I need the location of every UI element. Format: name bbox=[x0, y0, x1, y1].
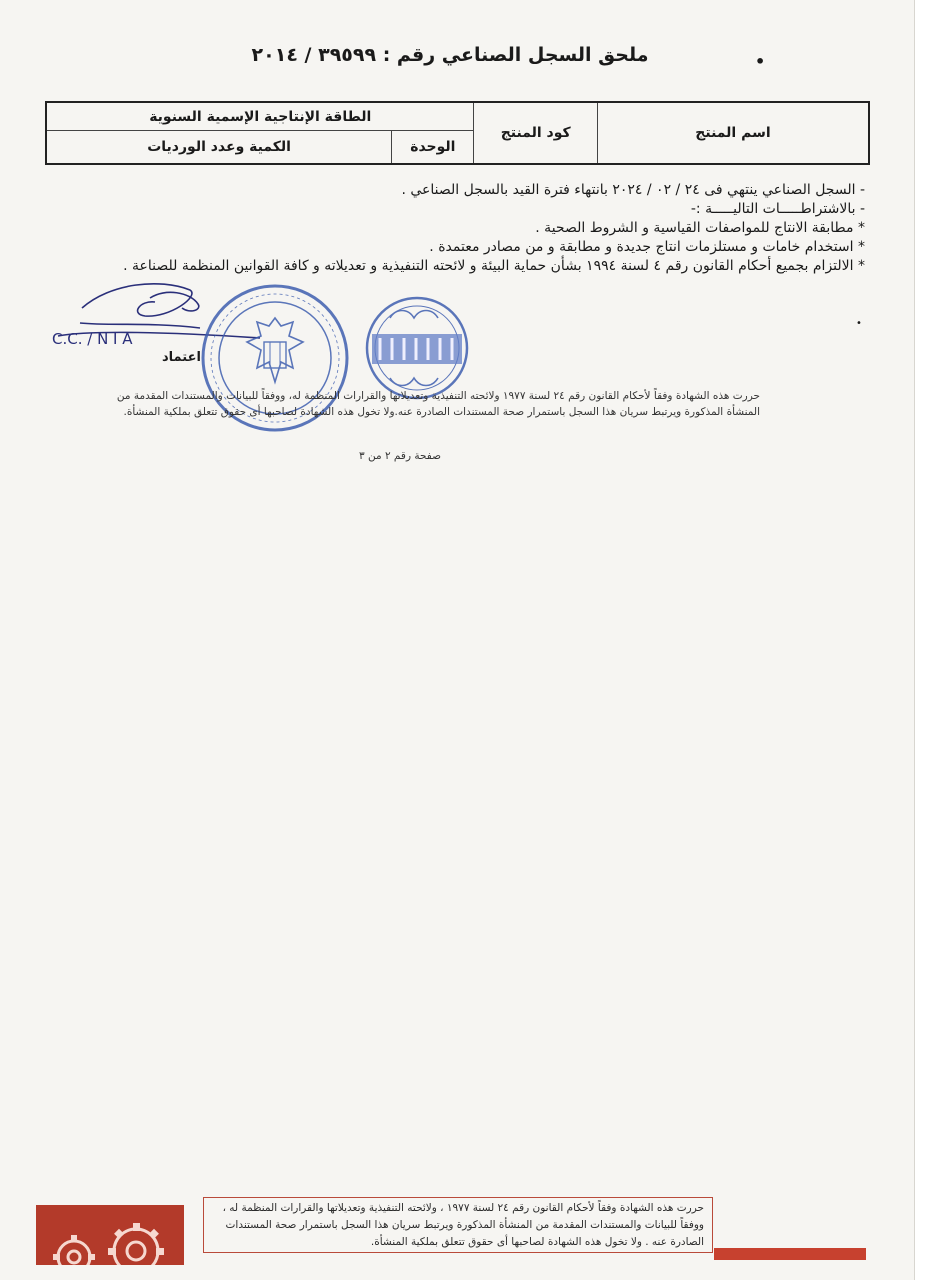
footer-logo-band bbox=[36, 1205, 184, 1265]
signature-initials: C.C. / N I A bbox=[52, 330, 133, 348]
conditions-text bbox=[40, 181, 865, 276]
quantity-header: الكمية وعدد الورديات bbox=[46, 131, 392, 165]
page-number: صفحة رقم ٢ من ٣ bbox=[359, 450, 441, 462]
product-name-header: اسم المنتج bbox=[597, 102, 869, 164]
unit-header: الوحدة bbox=[392, 131, 474, 165]
condition-item: * مطابقة الانتاج للمواصفات القياسية و الشروط الصحية . bbox=[535, 220, 865, 236]
footer-accent-bar bbox=[714, 1248, 866, 1260]
certificate-note: حررت هذه الشهادة وفقاً لأحكام القانون رقم ٢٤ لسنة ١٩٧٧ ولائحته التنفيذية وتعديلاتها والقرارات المنظمة له، ووفقاً للبيانات والمستندات المقدمة من المنشأة المذكورة ويرتبط سريان هذا السجل باستمرار صحة المستندات الصادرة عنه.ولا تخول هذه الشهادة لصاحبها أى حقوق تتعلق بملكية المنشأة. bbox=[116, 390, 760, 418]
product-code-header: كود المنتج bbox=[474, 102, 597, 164]
condition-item: * استخدام خامات و مستلزمات انتاج جديدة و مطابقة و من مصادر معتمدة . bbox=[429, 239, 865, 255]
scan-edge bbox=[915, 0, 930, 1280]
capacity-header: الطاقة الإنتاجية الإسمية السنوية bbox=[46, 102, 474, 131]
product-table bbox=[45, 101, 870, 165]
approval-label: اعتماد bbox=[162, 350, 201, 365]
header-dot: • bbox=[755, 52, 766, 71]
ornamental-stamp-icon bbox=[367, 298, 467, 398]
gear-logo-icon bbox=[36, 1205, 184, 1265]
condition-item: * الالتزام بجميع أحكام القانون رقم ٤ لسنة ١٩٩٤ بشأن حماية البيئة و لائحته التنفيذية و تعديلاته و كافة القوانين المنظمة للصناعة . bbox=[123, 258, 865, 274]
expiry-line: - السجل الصناعي ينتهي فى ٢٤ / ٠٢ / ٢٠٢٤ بانتهاء فترة القيد بالسجل الصناعي . bbox=[401, 182, 865, 198]
page-title: ملحق السجل الصناعي رقم : ٣٩٥٩٩ / ٢٠١٤ bbox=[251, 44, 649, 66]
margin-mark: • bbox=[856, 318, 862, 329]
footer-legal-note: حررت هذه الشهادة وفقاً لأحكام القانون رقم ٢٤ لسنة ١٩٧٧ ، ولائحته التنفيذية وتعديلاتها والقرارات المنظمة له ، ووفقاً للبيانات والمستندات المقدمة من المنشأة المذكورة ويرتبط سريان هذا السجل باستمرار صحة المستندات الصادرة عنه . ولا تخول هذه الشهادة لصاحبها أى حقوق تتعلق بملكية المنشأة. bbox=[203, 1197, 713, 1253]
conditions-intro: - بالاشتراطـــــات التاليـــــة :- bbox=[690, 201, 865, 217]
